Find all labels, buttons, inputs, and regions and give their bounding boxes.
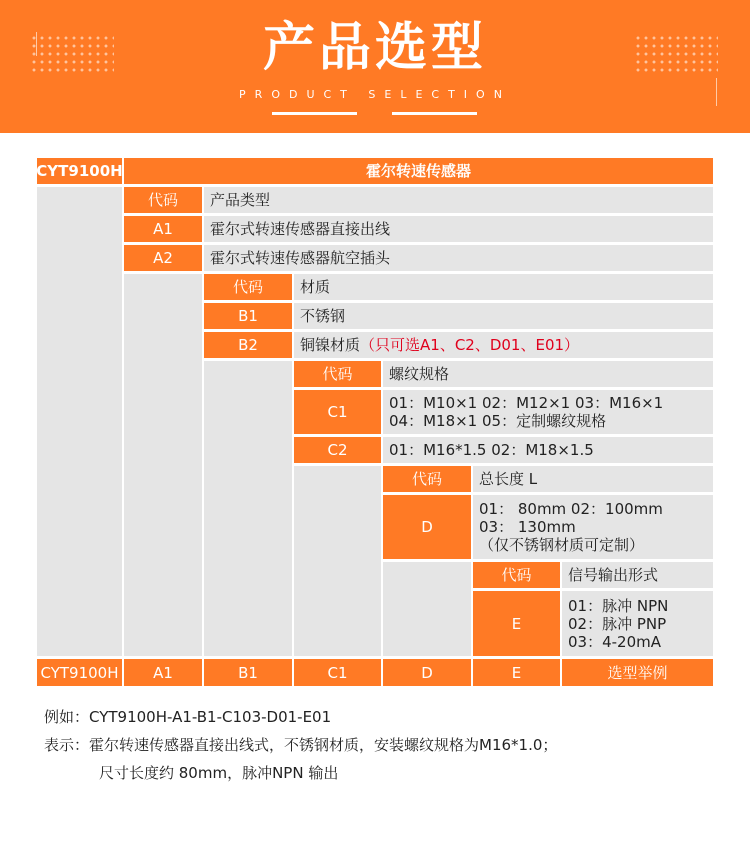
example-label-text: 例如：: [44, 708, 90, 726]
example-model: CYT9100H: [37, 659, 122, 686]
b2-code: B2: [204, 332, 292, 358]
a-column-filler: [124, 274, 202, 656]
c1-desc: [383, 390, 713, 434]
a1-code: A1: [124, 216, 202, 242]
example-label: 选型举例: [562, 659, 713, 686]
b-code-header: 代码: [204, 274, 292, 300]
header-banner: [0, 0, 750, 133]
d-line-1: 01： 80mm 02：100mm: [479, 500, 663, 518]
b2-desc: [294, 332, 713, 358]
example-d: D: [383, 659, 471, 686]
decor-bar-right: [392, 112, 477, 115]
b2-restriction-note: （只可选A1、C2、D01、E01）: [360, 336, 580, 354]
description-label: 表示：: [44, 736, 90, 754]
a1-desc: 霍尔式转速传感器直接出线: [204, 216, 713, 242]
description-text-1: 霍尔转速传感器直接出线式，不锈钢材质，安装螺纹规格为M16*1.0；: [89, 736, 558, 754]
e-line-3: 03：4-20mA: [568, 632, 662, 651]
description-line-1: [44, 735, 557, 755]
c1-line-1: 01：M10×1 02：M12×1 03：M16×1: [389, 394, 664, 412]
a-code-header: 代码: [124, 187, 202, 213]
description-line-2: 尺寸长度约 80mm，脉冲NPN 输出: [99, 764, 339, 782]
example-a: A1: [124, 659, 202, 686]
c1-line-2: 04：M18×1 05：定制螺纹规格: [389, 412, 607, 430]
example-code: CYT9100H-A1-B1-C103-D01-E01: [89, 708, 332, 726]
product-name-cell: 霍尔转速传感器: [124, 158, 713, 184]
d-length-header: 总长度 L: [473, 466, 713, 492]
c1-code: C1: [294, 390, 381, 434]
e-desc: [562, 591, 713, 656]
example-e: E: [473, 659, 560, 686]
d-column-filler: [383, 562, 471, 656]
page-title: 产品选型: [262, 18, 487, 78]
c-code-header: 代码: [294, 361, 381, 387]
b-material-header: 材质: [294, 274, 713, 300]
e-line-2: 02：脉冲 PNP: [568, 614, 667, 633]
b1-code: B1: [204, 303, 292, 329]
e-code: E: [473, 591, 560, 656]
d-line-2: 03： 130mm: [479, 518, 576, 536]
c-thread-header: 螺纹规格: [383, 361, 713, 387]
c-column-filler: [294, 466, 381, 656]
example-b: B1: [204, 659, 292, 686]
b-column-filler: [204, 361, 292, 656]
a2-code: A2: [124, 245, 202, 271]
model-column-filler: [37, 187, 122, 656]
d-code-header: 代码: [383, 466, 471, 492]
example-c: C1: [294, 659, 381, 686]
e-code-header: 代码: [473, 562, 560, 588]
d-line-3: （仅不锈钢材质可定制）: [479, 536, 645, 554]
c2-desc: 01：M16*1.5 02：M18×1.5: [383, 437, 713, 463]
example-line: [44, 707, 331, 727]
e-signal-header: 信号输出形式: [562, 562, 713, 588]
b2-desc-text: 铜镍材质: [300, 336, 361, 354]
a-type-header: 产品类型: [204, 187, 713, 213]
e-line-1: 01：脉冲 NPN: [568, 596, 669, 615]
model-cell: CYT9100H: [37, 158, 122, 184]
c2-code: C2: [294, 437, 381, 463]
decor-bar-left: [272, 112, 357, 115]
b1-desc: 不锈钢: [294, 303, 713, 329]
d-desc: [473, 495, 713, 559]
a2-desc: 霍尔式转速传感器航空插头: [204, 245, 713, 271]
page-subtitle: PRODUCT SELECTION: [239, 88, 511, 101]
d-code: D: [383, 495, 471, 559]
